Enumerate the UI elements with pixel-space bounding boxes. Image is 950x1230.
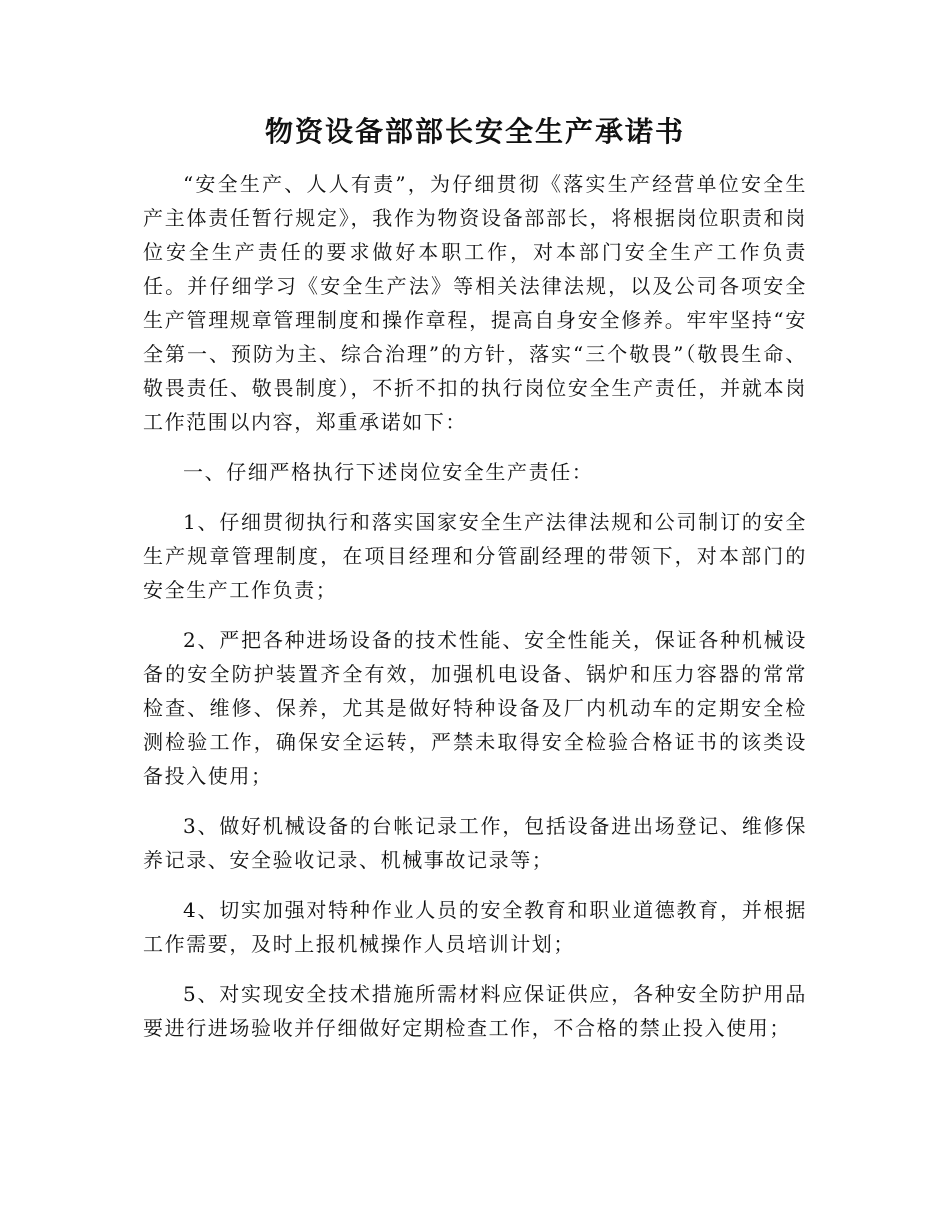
document-title: 物资设备部部长安全生产承诺书 <box>264 115 685 148</box>
paragraph-item-1: 1、仔细贯彻执行和落实国家安全生产法律法规和公司制订的安全生产规章管理制度，在项目经理和分管副经理的带领下，对本部门的安全生产工作负责； <box>143 510 807 602</box>
paragraph-item-5: 5、对实现安全技术措施所需材料应保证供应，各种安全防护用品要进行进场验收并仔细做好定期检查工作，不合格的禁止投入使用； <box>143 982 807 1040</box>
paragraph-item-4: 4、切实加强对特种作业人员的安全教育和职业道德教育，并根据工作需要，及时上报机械操作人员培训计划； <box>143 898 807 956</box>
paragraph-item-2: 2、严把各种进场设备的技术性能、安全性能关，保证各种机械设备的安全防护装置齐全有效，加强机电设备、锅炉和压力容器的常常检查、维修、保养，尤其是做好特种设备及厂内机动车的定期安全检测检验工作，确保安全运转，严禁未取得安全检验合格证书的该类设备投入使用； <box>143 628 807 788</box>
paragraph-intro: “安全生产、人人有责”，为仔细贯彻《落实生产经营单位安全生产主体责任暂行规定》，我作为物资设备部部长，将根据岗位职责和岗位安全生产责任的要求做好本职工作，对本部门安全生产工作负责任。并仔细学习《安全生产法》等相关法律法规，以及公司各项安全生产管理规章管理制度和操作章程，提高自身安全修养。牢牢坚持“安全第一、预防为主、综合治理”的方针，落实“三个敬畏”（敬畏生命、敬畏责任、敬畏制度），不折不扣的执行岗位安全生产责任，并就本岗工作范围以内容，郑重承诺如下： <box>143 172 807 434</box>
document-body <box>143 167 807 1045</box>
paragraph-section-one: 一、仔细严格执行下述岗位安全生产责任： <box>183 460 594 484</box>
paragraph-item-3: 3、做好机械设备的台帐记录工作，包括设备进出场登记、维修保养记录、安全验收记录、机械事故记录等； <box>143 814 807 872</box>
